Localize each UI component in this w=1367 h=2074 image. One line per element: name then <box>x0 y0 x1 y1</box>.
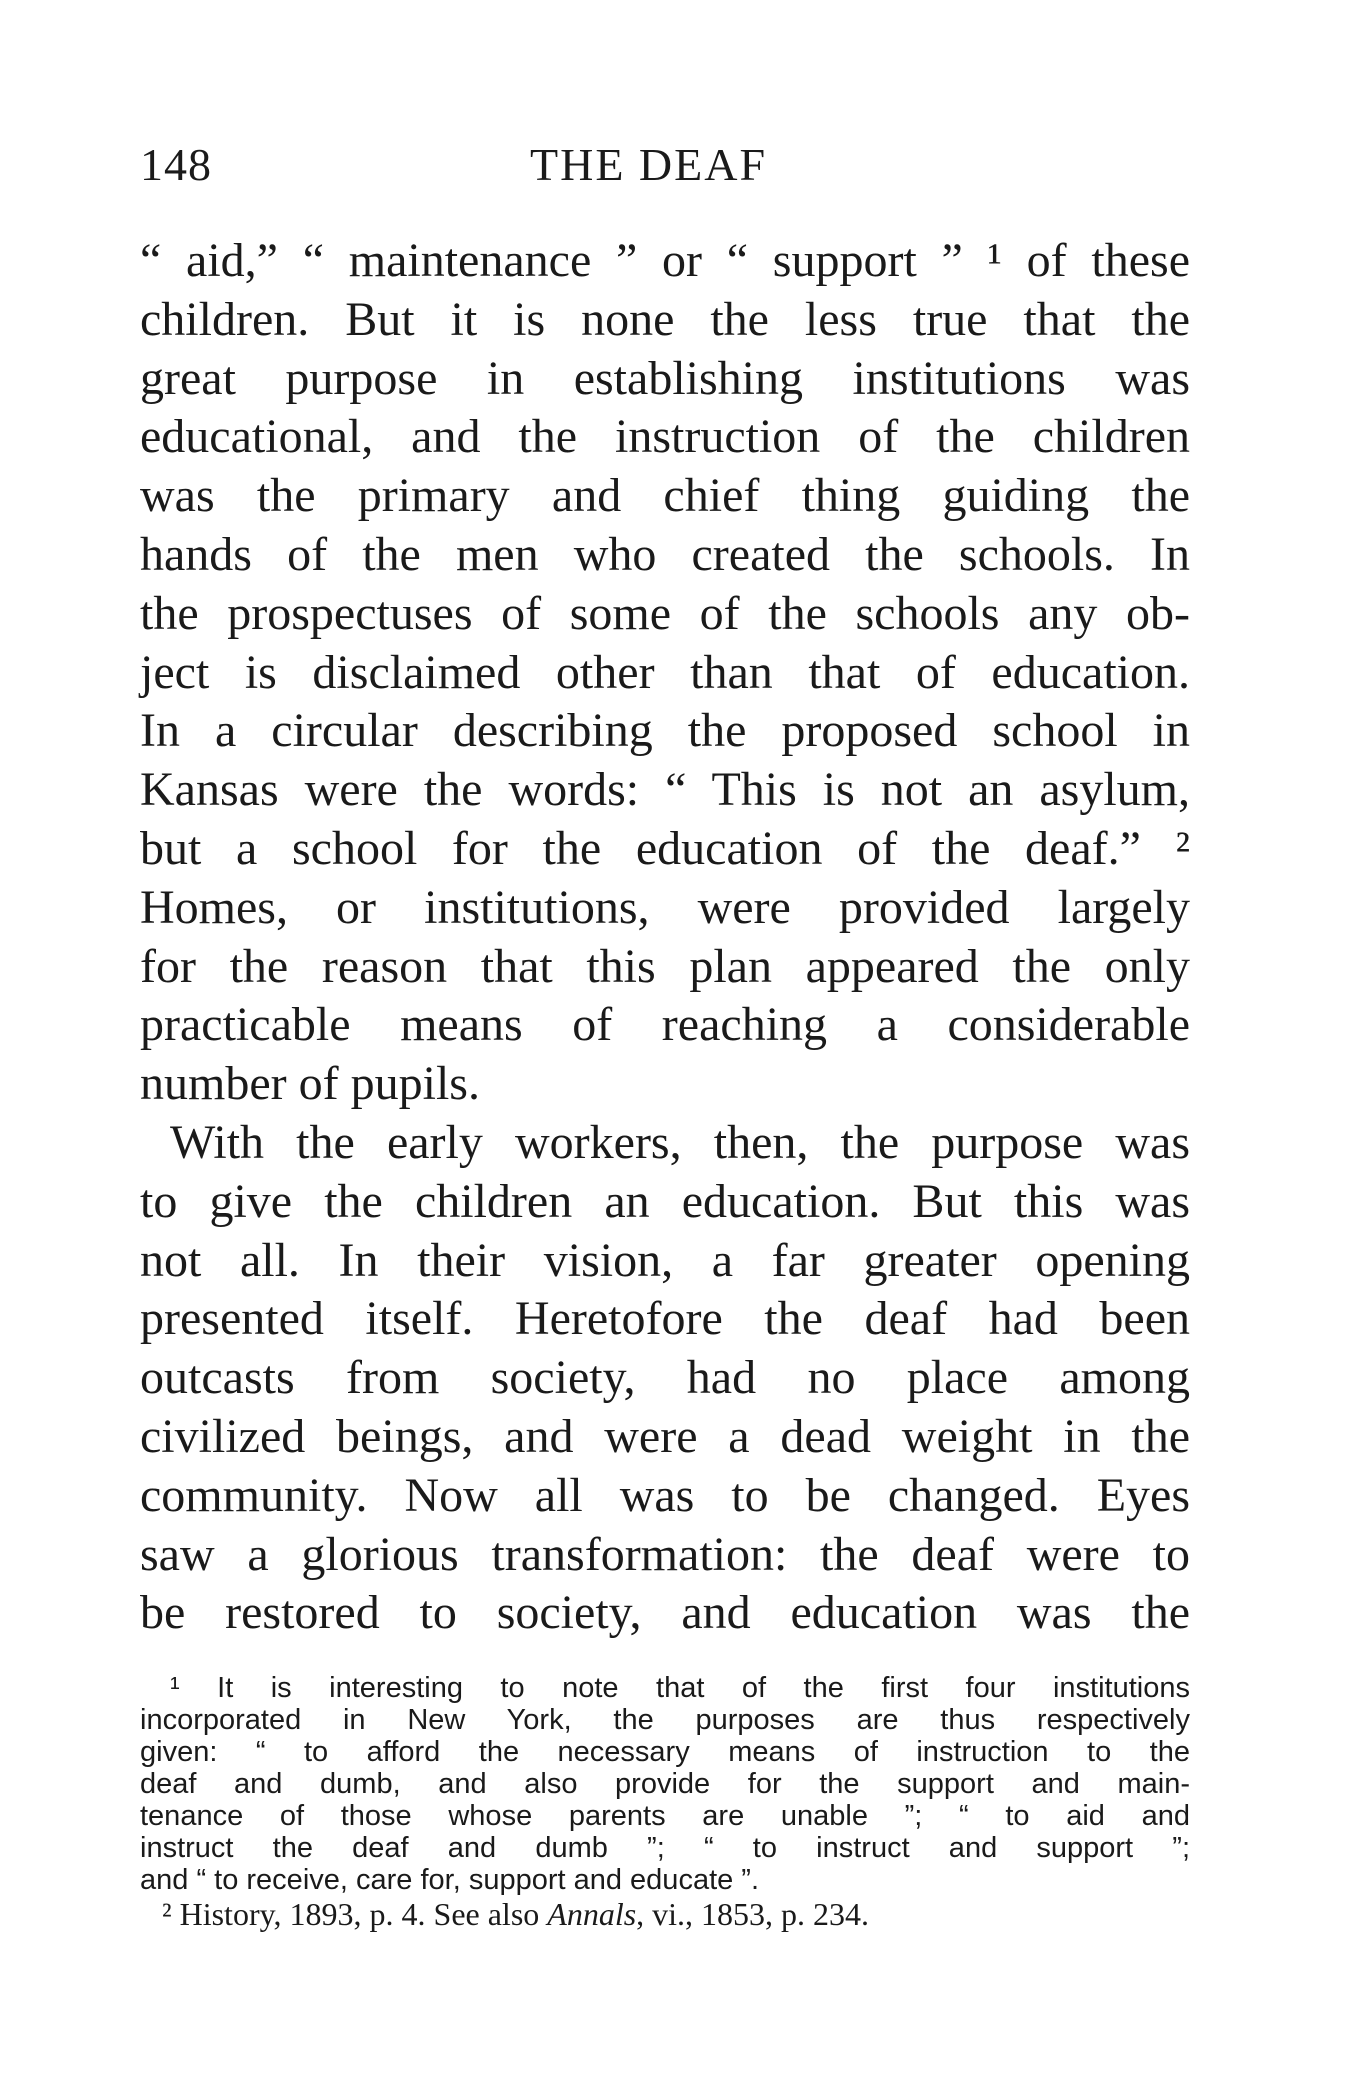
body-line: educational, and the instruction of the children <box>140 410 1190 464</box>
body-line: community. Now all was to be changed. Eyes <box>140 1468 1190 1522</box>
footnote-line: ¹ It is interesting to note that of the first four institutions <box>170 1672 1190 1704</box>
body-line: to give the children an education. But this was <box>140 1174 1190 1228</box>
footnote-line: and “ to receive, care for, support and educate ”. <box>140 1864 760 1896</box>
footnote-2-italic: Annals <box>547 1896 637 1932</box>
body-line: In a circular describing the proposed school in <box>140 704 1190 758</box>
body-line: civilized beings, and were a dead weight in the <box>140 1409 1190 1463</box>
footnote-2 <box>140 1896 1190 1932</box>
body-line: great purpose in establishing institutions was <box>140 351 1190 405</box>
body-line: practicable means of reaching a considerable <box>140 998 1190 1052</box>
footnotes <box>140 1672 1190 1932</box>
body-line: children. But it is none the less true that the <box>140 292 1190 346</box>
footnote-line: tenance of those whose parents are unable ”; “ to aid and <box>140 1800 1190 1832</box>
body-line: Kansas were the words: “ This is not an asylum, <box>140 763 1190 817</box>
body-line: With the early workers, then, the purpose was <box>170 1115 1190 1169</box>
footnote-line: instruct the deaf and dumb ”; “ to instruct and support ”; <box>140 1832 1190 1864</box>
body-line: was the primary and chief thing guiding the <box>140 469 1190 523</box>
body-text <box>140 232 1190 1643</box>
body-line: for the reason that this plan appeared the only <box>140 939 1190 993</box>
footnote-2-text: ² History, 1893, p. 4. See also <box>162 1896 548 1932</box>
body-line: presented itself. Heretofore the deaf had been <box>140 1292 1190 1346</box>
body-line: ject is disclaimed other than that of education. <box>140 645 1190 699</box>
body-line: number of pupils. <box>140 1057 480 1111</box>
body-line: saw a glorious transformation: the deaf were to <box>140 1527 1190 1581</box>
page-header <box>140 138 1190 198</box>
body-line: not all. In their vision, a far greater opening <box>140 1233 1190 1287</box>
footnote-line: given: “ to afford the necessary means of instruction to the <box>140 1736 1190 1768</box>
body-line: but a school for the education of the deaf.” ² <box>140 821 1190 875</box>
body-line: Homes, or institutions, were provided largely <box>140 880 1190 934</box>
footnote-line: incorporated in New York, the purposes are thus respectively <box>140 1704 1190 1736</box>
body-line: outcasts from society, had no place among <box>140 1351 1190 1405</box>
body-line: the prospectuses of some of the schools any ob- <box>140 586 1190 640</box>
body-line: “ aid,” “ maintenance ” or “ support ” ¹ of these <box>140 234 1190 287</box>
body-line: hands of the men who created the schools. In <box>140 527 1190 581</box>
footnote-line: deaf and dumb, and also provide for the support and main- <box>140 1768 1190 1800</box>
footnote-2-text-end: , vi., 1853, p. 234. <box>636 1896 870 1932</box>
running-head: THE DEAF <box>530 139 768 190</box>
page-number: 148 <box>140 139 212 190</box>
body-line: be restored to society, and education was the <box>140 1586 1190 1640</box>
